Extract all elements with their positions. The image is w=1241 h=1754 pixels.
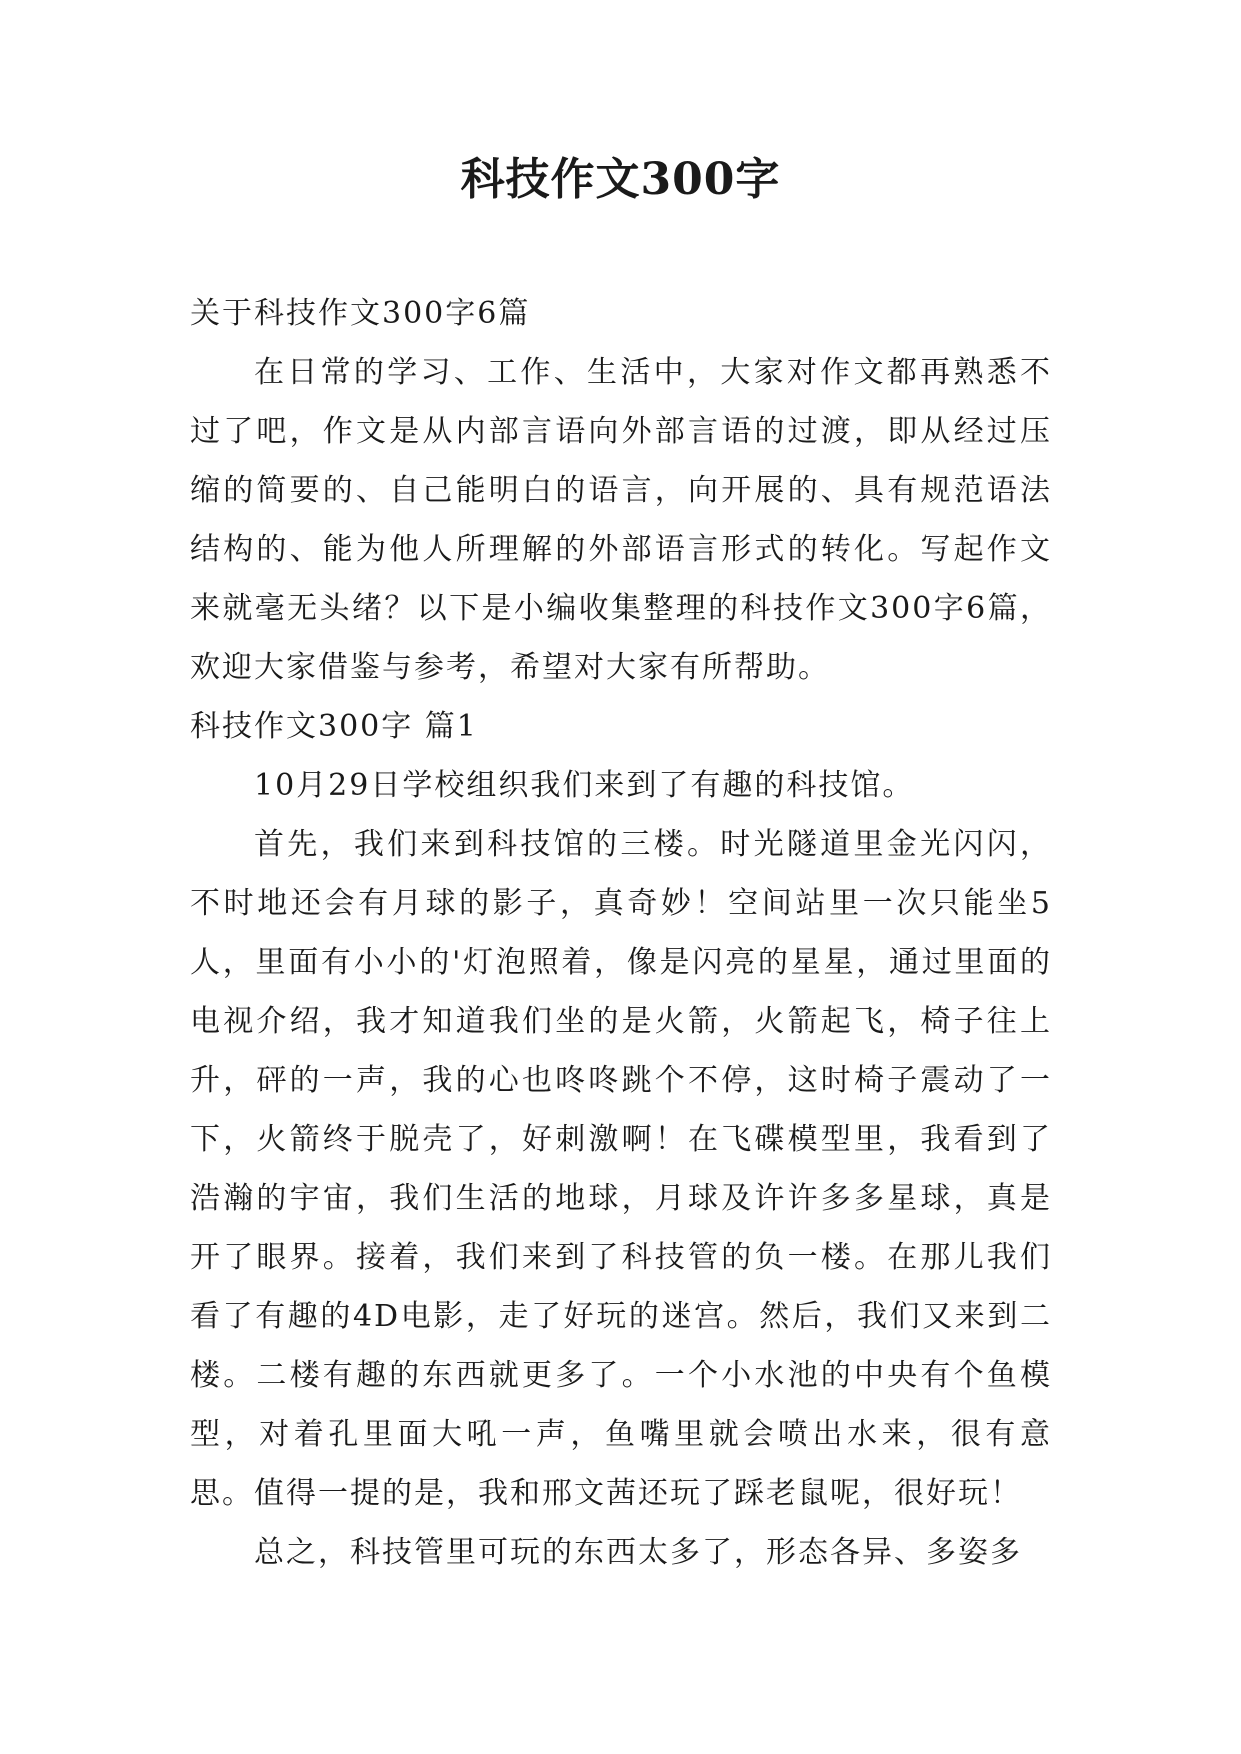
body-paragraph: 总之，科技管里可玩的东西太多了，形态各异、多姿多: [254, 1535, 1022, 1570]
section-heading: 科技作文300字 篇1: [190, 709, 478, 744]
document-title: 科技作文300字: [460, 154, 781, 205]
document-body: [190, 284, 1052, 1582]
document-subtitle: 关于科技作文300字6篇: [190, 296, 531, 331]
intro-paragraph: 在日常的学习、工作、生活中，大家对作文都再熟悉不过了吧，作文是从内部言语向外部言语的过渡，即从经过压缩的简要的、自己能明白的语言，向开展的、具有规范语法结构的、能为他人所理解的外部语言形式的转化。写起作文来就毫无头绪？以下是小编收集整理的科技作文300字6篇，欢迎大家借鉴与参考，希望对大家有所帮助。: [190, 355, 1052, 685]
body-paragraph: 首先，我们来到科技馆的三楼。时光隧道里金光闪闪，不时地还会有月球的影子，真奇妙！空间站里一次只能坐5人，里面有小小的'灯泡照着，像是闪亮的星星，通过里面的电视介绍，我才知道我们坐的是火箭，火箭起飞，椅子往上升，砰的一声，我的心也咚咚跳个不停，这时椅子震动了一下，火箭终于脱壳了，好刺激啊！在飞碟模型里，我看到了浩瀚的宇宙，我们生活的地球，月球及许许多多星球，真是开了眼界。接着，我们来到了科技管的负一楼。在那儿我们看了有趣的4D电影，走了好玩的迷宫。然后，我们又来到二楼。二楼有趣的东西就更多了。一个小水池的中央有个鱼模型，对着孔里面大吼一声，鱼嘴里就会喷出水来，很有意思。值得一提的是，我和邢文茜还玩了踩老鼠呢，很好玩！: [190, 827, 1052, 1511]
body-paragraph: 10月29日学校组织我们来到了有趣的科技馆。: [254, 768, 915, 803]
